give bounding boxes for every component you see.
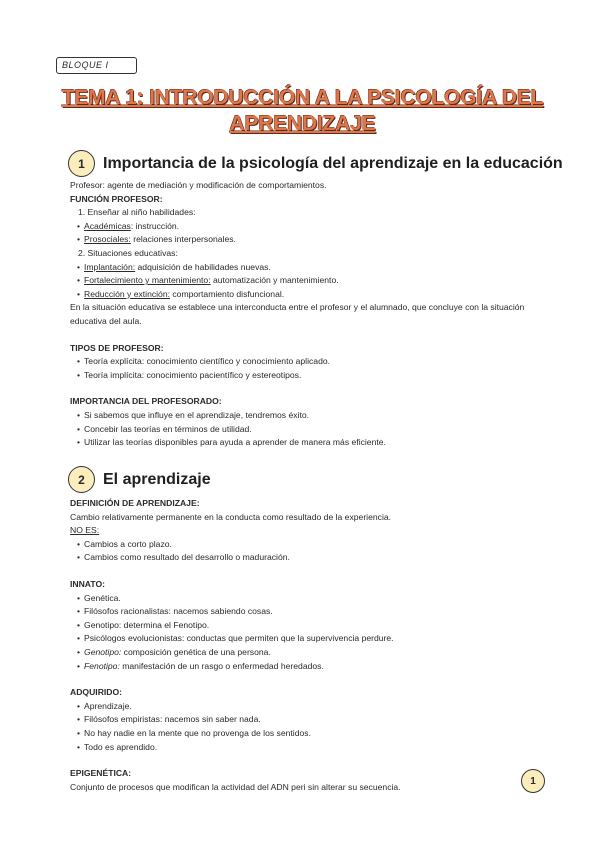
definicion-heading: DEFINICIÓN DE APRENDIZAJE:: [70, 498, 200, 508]
list-item: • Utilizar las teorías disponibles para ayuda a aprender de manera más eficiente.: [70, 436, 540, 450]
list-item: • Filósofos empiristas: nacemos sin saber nada.: [70, 713, 540, 727]
list-item: [70, 646, 540, 660]
genotipo-label: Genotipo:: [84, 646, 122, 657]
epigenetica-text: Conjunto de procesos que modifican la actividad del ADN peri sin alterar su secuencia.: [70, 781, 401, 792]
list-item: • Genotipo: determina el Fenotipo.: [70, 619, 540, 633]
list-item: • Genética.: [70, 592, 540, 606]
section-2-content: [70, 497, 540, 794]
page-number-badge: 1: [521, 769, 545, 793]
no-es-label: NO ES:: [70, 525, 100, 536]
fenotipo-label: Fenotipo:: [84, 660, 120, 671]
list-item: [70, 233, 540, 247]
section-1-title: Importancia de la psicología del aprendizaje en la educación: [103, 154, 563, 172]
academicas-text: : instrucción.: [130, 220, 180, 231]
section-1-number-badge: 1: [68, 150, 95, 177]
prosociales-label: Prosociales:: [84, 234, 131, 245]
profesor-definition: Profesor: agente de mediación y modificación de comportamientos.: [70, 180, 327, 190]
list-item: • No hay nadie en la mente que no provenga de los sentidos.: [70, 727, 540, 741]
list-item: • Aprendizaje.: [70, 700, 540, 714]
list-item: [70, 660, 540, 674]
section-2-title: El aprendizaje: [103, 470, 211, 488]
fortalecimiento-label: Fortalecimiento y mantenimiento:: [84, 275, 211, 286]
list-item: • Teoría implícita: conocimiento pacientífico y estereotipos.: [70, 369, 540, 383]
list-item: • Psicólogos evolucionistas: conductas que permiten que la supervivencia perdure.: [70, 632, 540, 646]
reduccion-label: Reducción y extinción:: [84, 288, 170, 299]
block-tag: BLOQUE I: [56, 57, 137, 74]
implantacion-text: adquisición de habilidades nuevas.: [135, 261, 271, 272]
section-2-heading: [68, 466, 211, 493]
reduccion-text: comportamiento disfuncional.: [170, 288, 285, 299]
funcion-heading: FUNCIÓN PROFESOR:: [70, 193, 163, 204]
list-item: [70, 288, 540, 302]
section-2-number-badge: 2: [68, 466, 95, 493]
list-item: • Teoría explícita: conocimiento científico y conocimiento aplicado.: [70, 355, 540, 369]
innato-heading: INNATO:: [70, 578, 106, 589]
genotipo-text: composición genética de una persona.: [121, 646, 271, 657]
list-item: • Si sabemos que influye en el aprendizaje, tendremos éxito.: [70, 409, 540, 423]
definicion-text: Cambio relativamente permanente en la conducta como resultado de la experiencia.: [70, 511, 392, 522]
importancia-heading: IMPORTANCIA DEL PROFESORADO:: [70, 396, 222, 407]
epigenetica-heading: EPIGENÉTICA:: [70, 768, 132, 779]
list-item: • Concebir las teorías en términos de utilidad.: [70, 423, 540, 437]
list-item: • Todo es aprendido.: [70, 741, 540, 755]
prosociales-text: relaciones interpersonales.: [130, 234, 236, 245]
list-item: [70, 261, 540, 275]
list-item: [70, 220, 540, 234]
section-1-content: [70, 179, 540, 450]
fenotipo-text: manifestación de un rasgo o enfermedad heredados.: [119, 660, 324, 671]
academicas-label: Académicas: [84, 220, 131, 231]
list-item: [70, 274, 540, 288]
list-item: • Cambios a corto plazo.: [70, 538, 540, 552]
section-1-heading: [68, 150, 563, 177]
tipos-heading: TIPOS DE PROFESOR:: [70, 342, 164, 353]
adquirido-heading: ADQUIRIDO:: [70, 687, 123, 698]
list-item: • Filósofos racionalistas: nacemos sabiendo cosas.: [70, 605, 540, 619]
implantacion-label: Implantación:: [84, 261, 136, 272]
fortalecimiento-text: automatización y mantenimiento.: [210, 275, 339, 286]
interconducta-paragraph: En la situación educativa se establece una interconducta entre el profesor y el alumnado, que concluye con la situación educativa del aula.: [70, 302, 525, 326]
page-title: TEMA 1: INTRODUCCIÓN A LA PSICOLOGÍA DEL APRENDIZAJE: [61, 86, 544, 135]
list-item: • Cambios como resultado del desarrollo o maduración.: [70, 551, 540, 565]
list-item: 2. Situaciones educativas:: [78, 247, 178, 258]
list-item: 1. Enseñar al niño habilidades:: [78, 207, 196, 218]
